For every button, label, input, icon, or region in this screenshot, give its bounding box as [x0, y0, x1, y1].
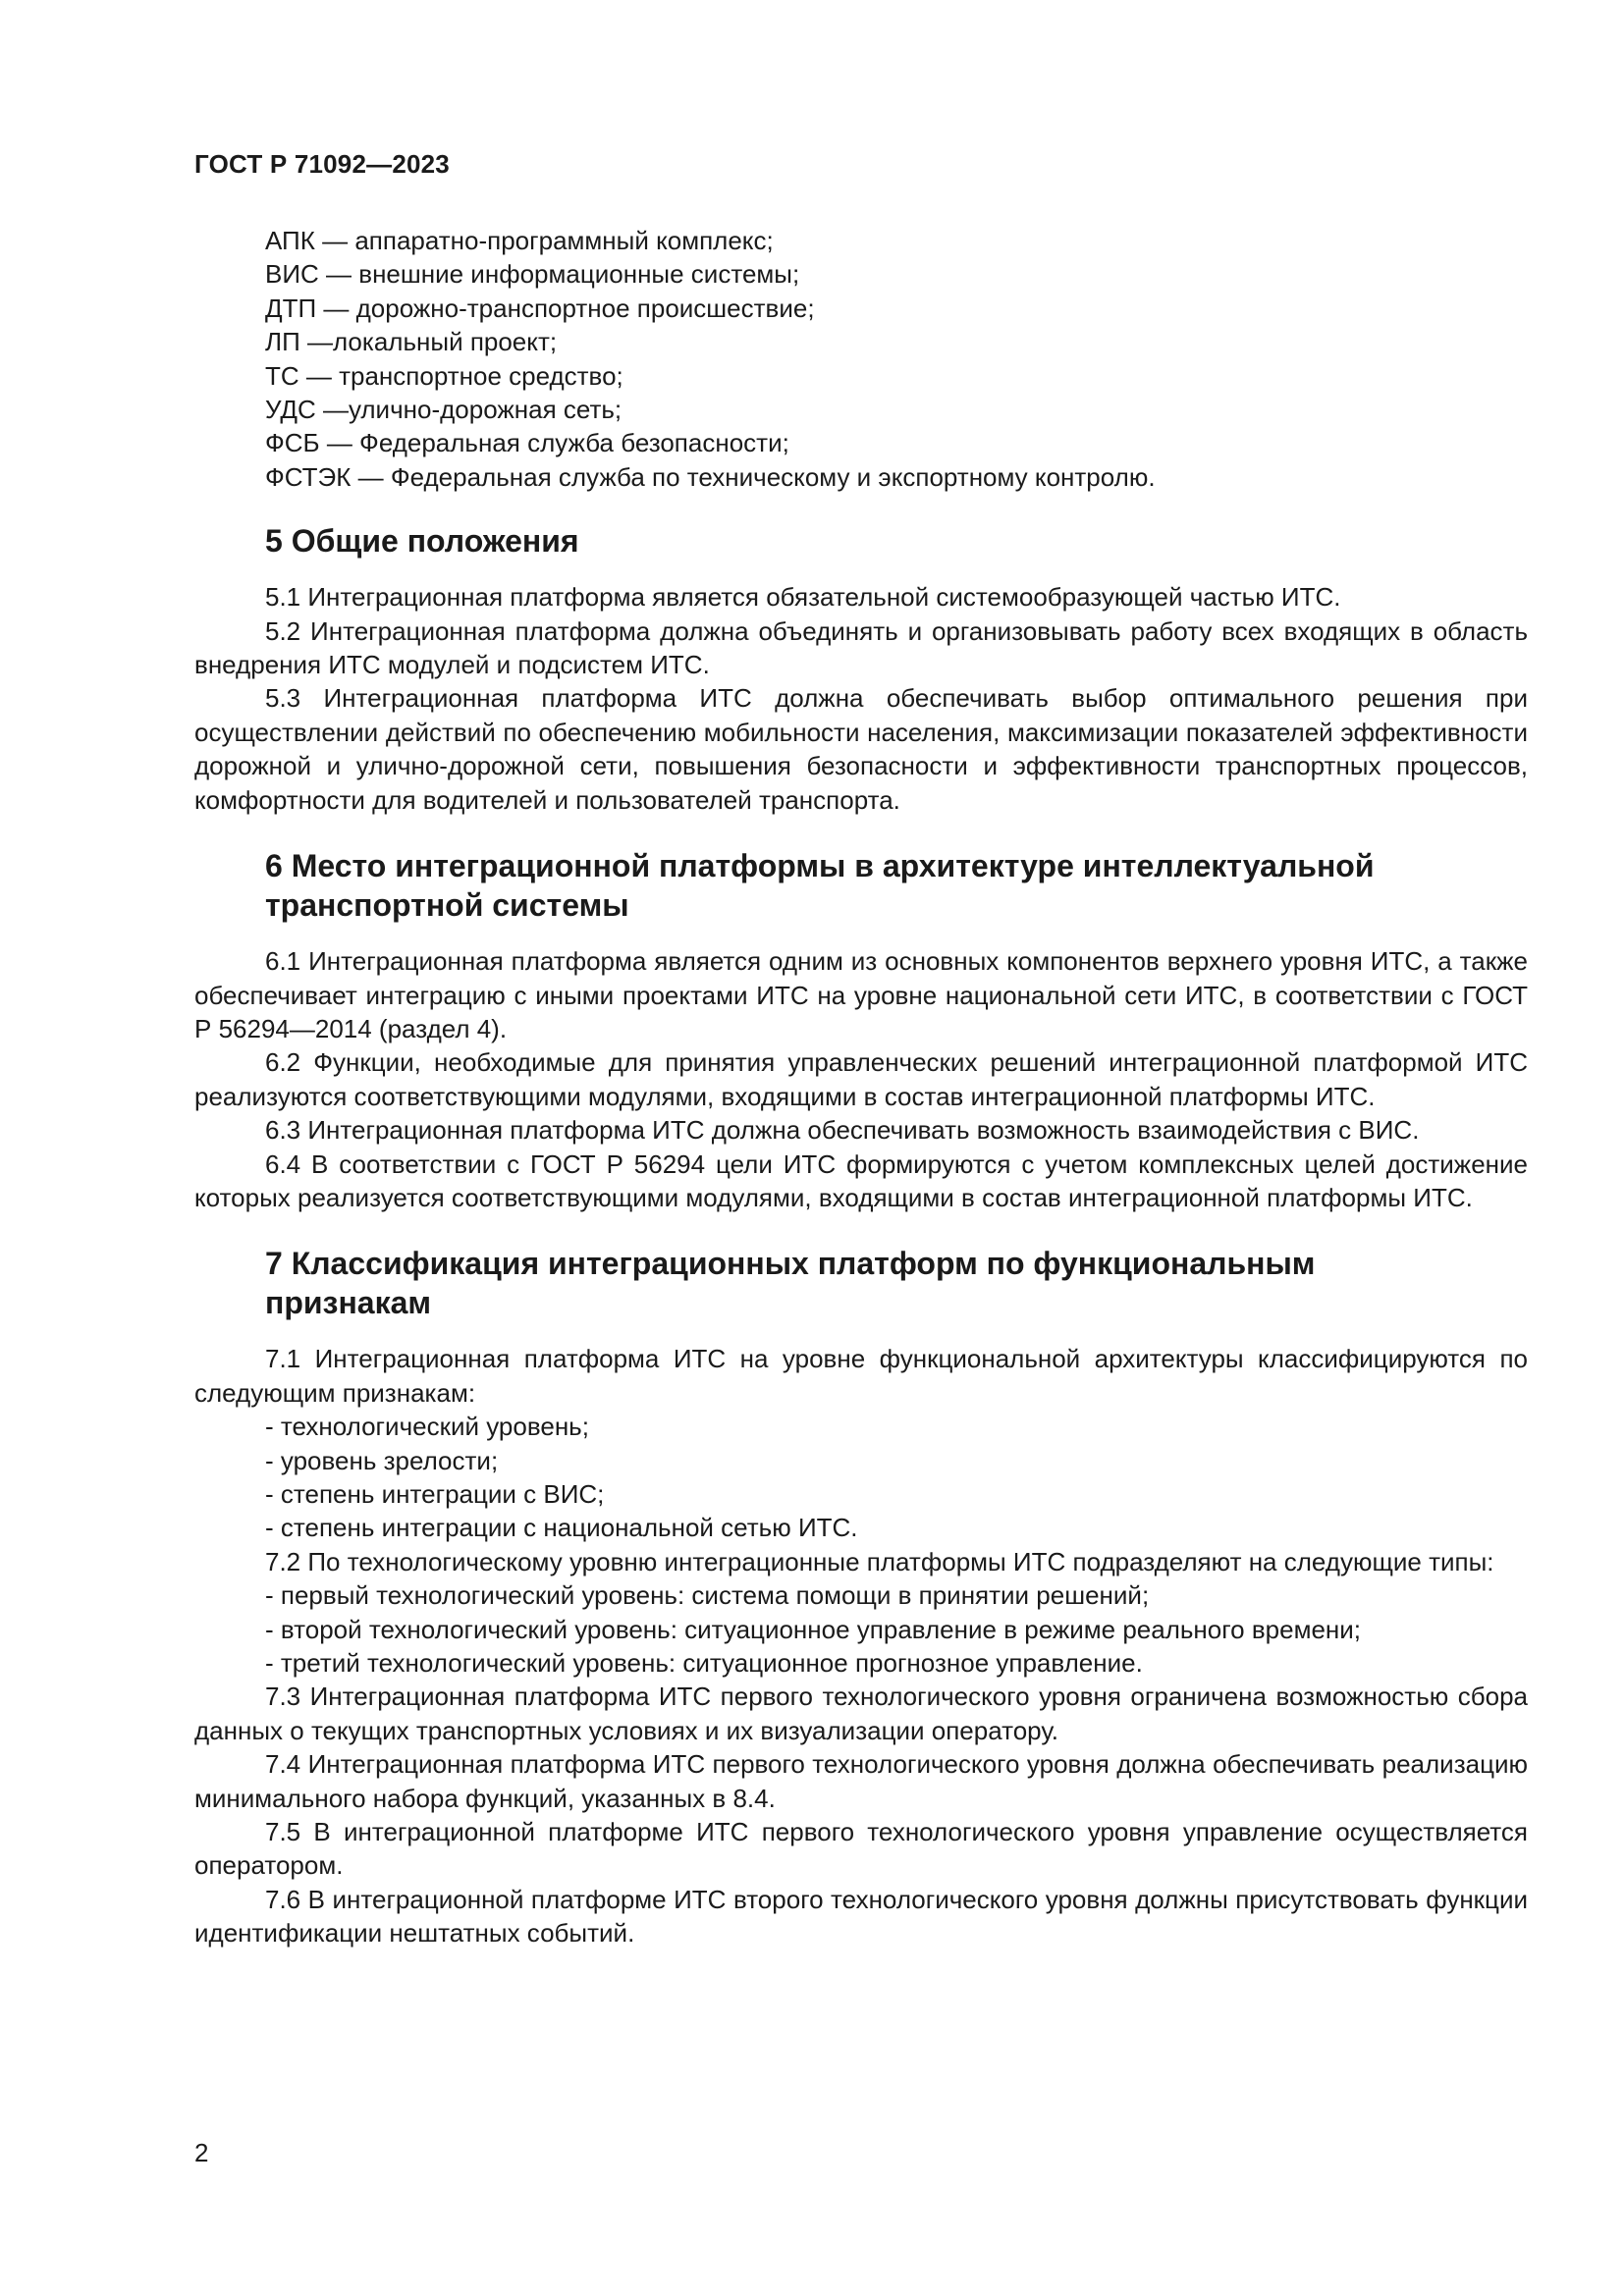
- section-7-heading: [194, 1244, 1528, 1322]
- paragraph-7-1: 7.1 Интеграционная платформа ИТС на уровне функциональной архитектуры классифицируются по следующим признакам:: [194, 1344, 1528, 1408]
- paragraph-6-2: 6.2 Функции, необходимые для принятия управленческих решений интеграционной платформой ИТС реализуются соответствующими модулями, входящими в состав интеграционной платформы ИТС.: [194, 1047, 1528, 1111]
- paragraph-7-2: 7.2 По технологическому уровню интеграционные платформы ИТС подразделяют на следующие типы:: [265, 1546, 1494, 1576]
- section-6-heading: [194, 846, 1528, 925]
- paragraph-7-4: 7.4 Интеграционная платформа ИТС первого технологического уровня должна обеспечивать реализацию минимального набора функций, указанных в 8.4.: [194, 1749, 1528, 1813]
- abbreviation-item: ЛП —локальный проект;: [265, 327, 558, 357]
- document-code-header: ГОСТ Р 71092—2023: [194, 149, 450, 179]
- abbreviation-item: АПК — аппаратно-программный комплекс;: [265, 226, 774, 255]
- list-item: - уровень зрелости;: [265, 1445, 499, 1475]
- paragraph-7-6: 7.6 В интеграционной платформе ИТС второго технологического уровня должны присутствовать функции идентификации нештатных событий.: [194, 1884, 1528, 1949]
- abbreviations-list: [194, 224, 1528, 494]
- list-item: - третий технологический уровень: ситуационное прогнозное управление.: [265, 1648, 1143, 1678]
- paragraph-5-3: 5.3 Интеграционная платформа ИТС должна обеспечивать выбор оптимального решения при осуществлении действий по обеспечению мобильности населения, максимизации показателей эффективности дорожной и улично-дорожной сети, повышения безопасности и эффективности транспортных процессов, комфортности для водителей и пользователей транспорта.: [194, 683, 1528, 815]
- section-6-heading-line-1: 6 Место интеграционной платформы в архитектуре интеллектуальной: [265, 848, 1375, 884]
- section-7-heading-line-2: признакам: [265, 1285, 432, 1321]
- paragraph-6-4: 6.4 В соответствии с ГОСТ Р 56294 цели ИТС формируются с учетом комплексных целей достижение которых реализуется соответствующими модулями, входящими в состав интеграционной платформы ИТС.: [194, 1148, 1528, 1212]
- section-5-heading: 5 Общие положения: [265, 523, 579, 560]
- paragraph-7-5: 7.5 В интеграционной платформе ИТС первого технологического уровня управление осуществляется оператором.: [194, 1817, 1528, 1881]
- abbreviation-item: ВИС — внешние информационные системы;: [265, 259, 800, 290]
- section-7-heading-line-1: 7 Классификация интеграционных платформ по функциональным: [265, 1246, 1316, 1282]
- paragraph-5-2: 5.2 Интеграционная платформа должна объединять и организовывать работу всех входящих в область внедрения ИТС модулей и подсистем ИТС.: [194, 615, 1528, 680]
- abbreviation-item: ДТП — дорожно-транспортное происшествие;: [265, 293, 815, 323]
- abbreviation-item: УДС —улично-дорожная сеть;: [265, 395, 623, 425]
- list-item: - технологический уровень;: [265, 1412, 589, 1442]
- paragraph-5-1: 5.1 Интеграционная платформа является обязательной системообразующей частью ИТС.: [265, 582, 1341, 613]
- list-item: - степень интеграции с национальной сетью ИТС.: [265, 1513, 858, 1543]
- paragraph-7-3: 7.3 Интеграционная платформа ИТС первого технологического уровня ограничена возможностью сбора данных о текущих транспортных условиях и их визуализации оператору.: [194, 1682, 1528, 1745]
- paragraph-6-3: 6.3 Интеграционная платформа ИТС должна обеспечивать возможность взаимодействия с ВИС.: [265, 1115, 1420, 1146]
- section-6-heading-line-2: транспортной системы: [265, 887, 629, 924]
- abbreviation-item: ФСТЭК — Федеральная служба по техническому и экспортному контролю.: [265, 461, 1156, 492]
- document-body: [194, 224, 1528, 1950]
- list-item: - степень интеграции с ВИС;: [265, 1478, 605, 1509]
- abbreviation-item: ФСБ — Федеральная служба безопасности;: [265, 428, 789, 458]
- page-number: 2: [194, 2138, 209, 2167]
- abbreviation-item: ТС — транспортное средство;: [265, 360, 623, 391]
- list-item: - второй технологический уровень: ситуационное управление в режиме реального времени;: [265, 1614, 1362, 1644]
- paragraph-6-1: 6.1 Интеграционная платформа является одним из основных компонентов верхнего уровня ИТС, а также обеспечивает интеграцию с иными проектами ИТС на уровне национальной сети ИТС, в соответствии с ГОСТ Р 56294—2014 (раздел 4).: [194, 946, 1528, 1043]
- list-item: - первый технологический уровень: система помощи в принятии решений;: [265, 1580, 1150, 1611]
